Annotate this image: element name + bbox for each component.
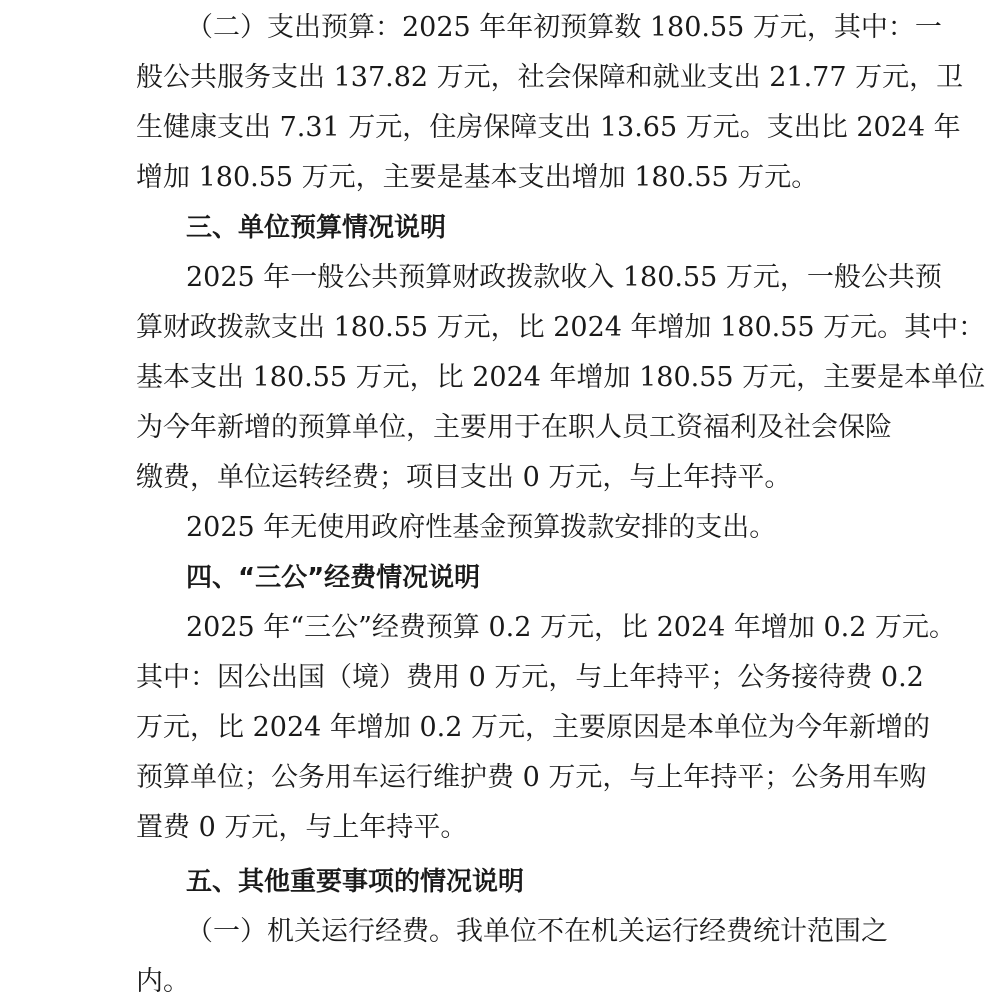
three-public-line-2: 其中：因公出国（境）费用 0 万元，与上年持平；公务接待费 0.2	[136, 662, 924, 693]
unit-budget-line-2: 算财政拨款支出 180.55 万元，比 2024 年增加 180.55 万元。其中：	[136, 312, 986, 343]
expenditure-budget-line-1: （二）支出预算：2025 年年初预算数 180.55 万元，其中：一	[186, 12, 942, 43]
three-public-line-1: 2025 年“三公”经费预算 0.2 万元，比 2024 年增加 0.2 万元。	[186, 612, 956, 643]
other-matters-line-2: 内。	[136, 966, 190, 997]
section-heading-other-matters: 五、其他重要事项的情况说明	[186, 867, 525, 897]
section-heading-three-public: 四、“三公”经费情况说明	[186, 563, 481, 593]
unit-budget-line-5: 缴费，单位运转经费；项目支出 0 万元，与上年持平。	[136, 462, 792, 493]
unit-budget-line-3: 基本支出 180.55 万元，比 2024 年增加 180.55 万元，主要是本单位	[136, 362, 986, 393]
three-public-line-5: 置费 0 万元，与上年持平。	[136, 812, 468, 843]
expenditure-budget-line-2: 般公共服务支出 137.82 万元，社会保障和就业支出 21.77 万元，卫	[136, 62, 964, 93]
expenditure-budget-line-3: 生健康支出 7.31 万元，住房保障支出 13.65 万元。支出比 2024 年	[136, 112, 961, 143]
expenditure-budget-line-4: 增加 180.55 万元，主要是基本支出增加 180.55 万元。	[136, 162, 819, 193]
other-matters-line-1: （一）机关运行经费。我单位不在机关运行经费统计范围之	[186, 916, 888, 947]
unit-budget-line-4: 为今年新增的预算单位，主要用于在职人员工资福利及社会保险	[136, 412, 892, 443]
unit-budget-line-1: 2025 年一般公共预算财政拨款收入 180.55 万元，一般公共预	[186, 262, 942, 293]
government-fund-line: 2025 年无使用政府性基金预算拨款安排的支出。	[186, 512, 777, 543]
three-public-line-3: 万元，比 2024 年增加 0.2 万元，主要原因是本单位为今年新增的	[136, 712, 930, 743]
section-heading-unit-budget: 三、单位预算情况说明	[186, 213, 447, 243]
three-public-line-4: 预算单位；公务用车运行维护费 0 万元，与上年持平；公务用车购	[136, 762, 927, 793]
